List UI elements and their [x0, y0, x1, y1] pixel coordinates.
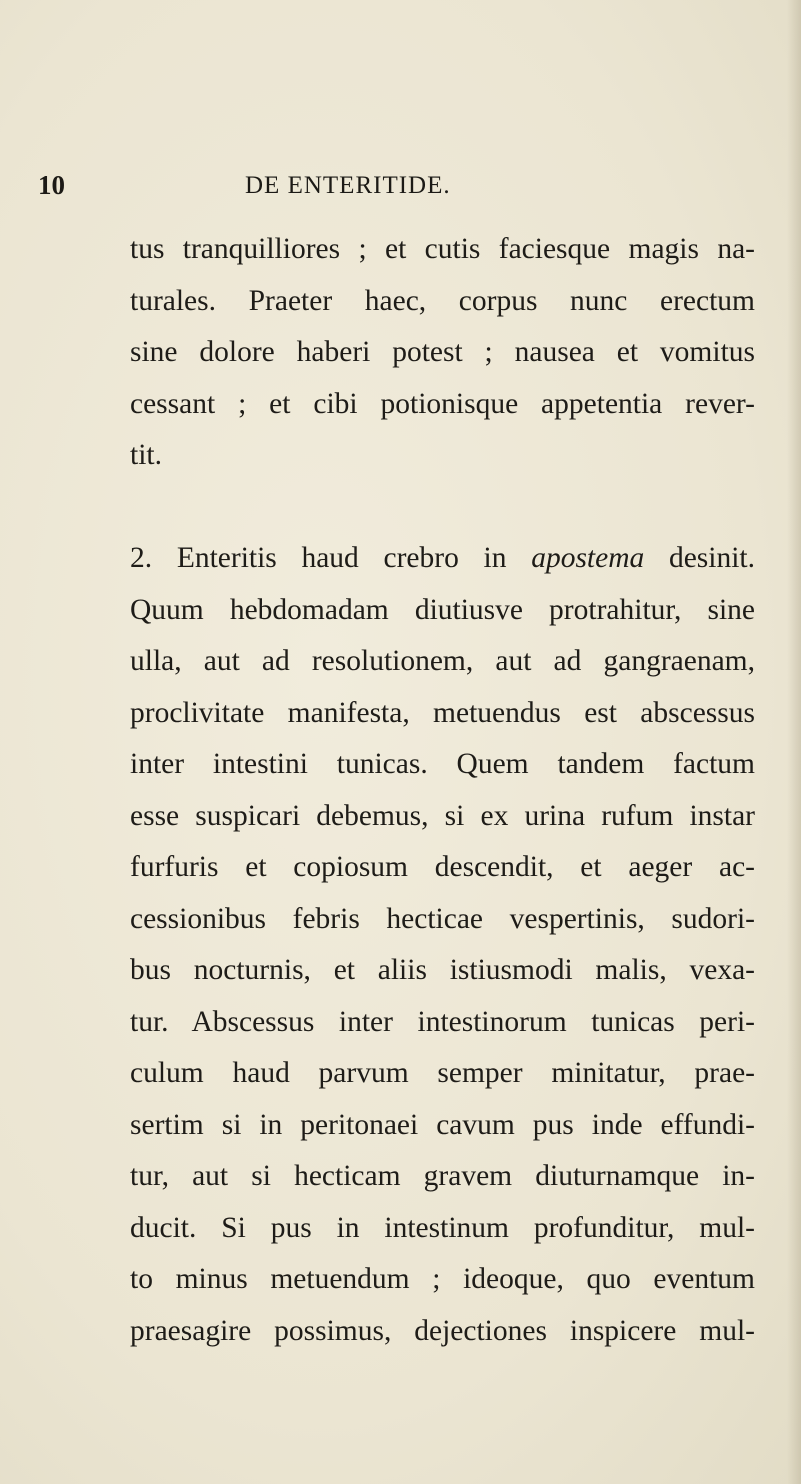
text-line: praesagire possimus, dejectiones inspicere mul- [130, 1314, 755, 1347]
paragraph-2-first-line [130, 533, 755, 585]
text-line: proclivitate manifesta, metuendus est abscessus [130, 696, 755, 729]
text-line: inter intestini tunicas. Quem tandem factum [130, 748, 755, 780]
paragraph-gap [130, 482, 755, 534]
text-line: sertim si in peritonaei cavum pus inde effundi- [130, 1108, 755, 1141]
text-line: cessant ; et cibi potionisque appetentia rever- [130, 387, 755, 420]
text-line: to minus metuendum ; ideoque, quo eventum [130, 1263, 755, 1295]
text-line: turales. Praeter haec, corpus nunc erectum [130, 284, 755, 317]
page-number: 10 [38, 170, 65, 200]
text-line: culum haud parvum semper minitatur, prae- [130, 1057, 755, 1089]
text-line: cessionibus febris hecticae vespertinis, sudori- [130, 902, 755, 935]
text-line: sine dolore haberi potest ; nausea et vomitus [130, 336, 755, 368]
italic-term: apostema [531, 542, 645, 574]
text-line: furfuris et copiosum descendit, et aeger ac- [130, 851, 755, 883]
running-title: DE ENTERITIDE. [245, 172, 451, 199]
text-line: tus tranquilliores ; et cutis faciesque magis na- [130, 233, 755, 265]
text-line: Quum hebdomadam diutiusve protrahitur, sine [130, 593, 755, 626]
running-head [38, 170, 758, 210]
body-text [130, 224, 755, 1357]
text-line: ulla, aut ad resolutionem, aut ad gangraenam, [130, 645, 755, 677]
text-line: ducit. Si pus in intestinum profunditur, mul- [130, 1211, 755, 1244]
text-line: tur. Abscessus inter intestinorum tunicas peri- [130, 1005, 755, 1038]
paragraph-2-lead: 2. Enteritis haud crebro in [130, 542, 532, 574]
text-line: bus nocturnis, et aliis istiusmodi malis, vexa- [130, 954, 755, 986]
text-line: esse suspicari debemus, si ex urina rufum instar [130, 799, 755, 832]
page-edge-shadow [787, 0, 801, 1484]
text-line: tit. [130, 439, 162, 471]
paragraph-2-lead-end: desinit. [644, 542, 755, 574]
text-line: tur, aut si hecticam gravem diuturnamque in- [130, 1160, 755, 1192]
